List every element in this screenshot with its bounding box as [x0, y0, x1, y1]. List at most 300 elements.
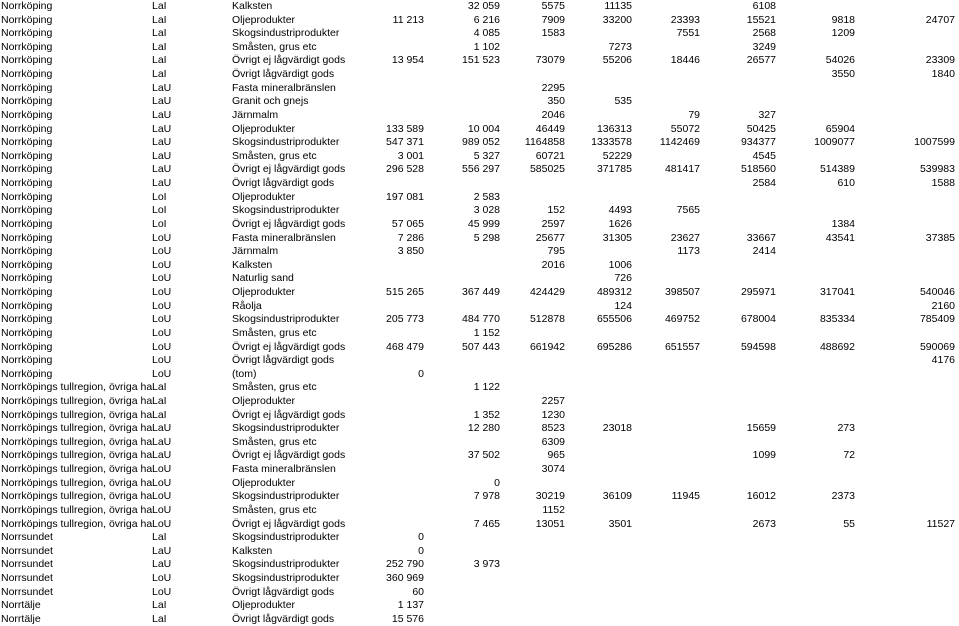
- value-cell: 2673: [752, 517, 776, 530]
- region-cell: Norrsundet: [1, 531, 53, 544]
- value-cell: [855, 449, 955, 463]
- value-cell: [430, 68, 500, 82]
- traffic-type-cell: LaU: [152, 449, 172, 462]
- table-row: [0, 163, 959, 177]
- value-cell: 25677: [535, 231, 565, 244]
- traffic-type-cell: LaU: [152, 422, 172, 435]
- region-cell: Norrköping: [1, 81, 53, 94]
- value-cell: [855, 27, 955, 41]
- value-cell: [632, 531, 700, 545]
- value-cell: [632, 599, 700, 613]
- traffic-type-cell: LoI: [152, 190, 167, 203]
- traffic-type-cell: LoU: [152, 463, 172, 476]
- value-cell: [632, 150, 700, 164]
- value-cell: [632, 272, 700, 286]
- value-cell: 5 327: [473, 149, 500, 162]
- value-cell: 2257: [541, 394, 565, 407]
- value-cell: 46449: [535, 122, 565, 135]
- value-cell: 934377: [740, 136, 776, 149]
- table-row: [0, 259, 959, 273]
- value-cell: [700, 272, 776, 286]
- value-cell: 1007599: [914, 136, 955, 149]
- value-cell: 371785: [596, 163, 632, 176]
- table-row: [0, 395, 959, 409]
- traffic-type-cell: LaI: [152, 40, 167, 53]
- value-cell: [632, 327, 700, 341]
- region-cell: Norrköpings tullregion, övriga ha: [1, 517, 153, 530]
- value-cell: [632, 0, 700, 14]
- value-cell: 5 298: [473, 231, 500, 244]
- value-cell: 36109: [602, 490, 632, 503]
- traffic-type-cell: LoU: [152, 313, 172, 326]
- value-cell: [565, 572, 632, 586]
- region-cell: Norrköping: [1, 231, 53, 244]
- value-cell: [500, 354, 565, 368]
- value-cell: [700, 381, 776, 395]
- value-cell: 79: [688, 108, 700, 121]
- region-cell: Norrköpings tullregion, övriga ha: [1, 463, 153, 476]
- value-cell: [700, 545, 776, 559]
- value-cell: 367 449: [462, 286, 500, 299]
- region-cell: Norrtälje: [1, 612, 41, 625]
- value-cell: [700, 259, 776, 273]
- value-cell: 13051: [535, 517, 565, 530]
- value-cell: 7 286: [397, 231, 424, 244]
- value-cell: 31305: [602, 231, 632, 244]
- table-row: [0, 232, 959, 246]
- value-cell: [700, 191, 776, 205]
- table-row: [0, 586, 959, 600]
- value-cell: 7 465: [473, 517, 500, 530]
- value-cell: 18446: [670, 54, 700, 67]
- traffic-type-cell: LaU: [152, 136, 172, 149]
- product-cell: Skogsindustriprodukter: [232, 490, 340, 503]
- value-cell: [565, 477, 632, 491]
- table-row: [0, 518, 959, 532]
- value-cell: [360, 95, 424, 109]
- value-cell: [360, 409, 424, 423]
- value-cell: [360, 0, 424, 14]
- table-row: [0, 191, 959, 205]
- value-cell: [776, 463, 855, 477]
- value-cell: 133 589: [386, 122, 424, 135]
- value-cell: 15 576: [391, 612, 424, 625]
- value-cell: 1152: [542, 503, 565, 516]
- region-cell: Norrköping: [1, 177, 53, 190]
- value-cell: [700, 599, 776, 613]
- traffic-type-cell: LoU: [152, 340, 172, 353]
- value-cell: [360, 477, 424, 491]
- value-cell: 54026: [825, 54, 855, 67]
- value-cell: [855, 409, 955, 423]
- value-cell: 1384: [831, 217, 855, 230]
- value-cell: [500, 368, 565, 382]
- value-cell: 4176: [931, 354, 955, 367]
- value-cell: 317041: [819, 286, 855, 299]
- value-cell: [700, 82, 776, 96]
- traffic-type-cell: LaI: [152, 394, 167, 407]
- value-cell: 23018: [602, 422, 632, 435]
- value-cell: 136313: [596, 122, 632, 135]
- value-cell: [700, 395, 776, 409]
- value-cell: 2016: [541, 258, 565, 271]
- value-cell: [360, 463, 424, 477]
- region-cell: Norrköping: [1, 163, 53, 176]
- value-cell: [855, 504, 955, 518]
- value-cell: [700, 409, 776, 423]
- table-row: [0, 381, 959, 395]
- value-cell: [632, 191, 700, 205]
- value-cell: [776, 300, 855, 314]
- value-cell: [632, 518, 700, 532]
- value-cell: [430, 300, 500, 314]
- traffic-type-cell: LaU: [152, 122, 172, 135]
- product-cell: Övrigt ej lågvärdigt gods: [232, 217, 346, 230]
- value-cell: [855, 463, 955, 477]
- value-cell: [430, 109, 500, 123]
- value-cell: [855, 477, 955, 491]
- table-row: [0, 422, 959, 436]
- value-cell: 11135: [604, 0, 632, 12]
- value-cell: [500, 531, 565, 545]
- value-cell: [360, 504, 424, 518]
- value-cell: [776, 368, 855, 382]
- value-cell: [360, 422, 424, 436]
- product-cell: Kalksten: [232, 544, 273, 557]
- region-cell: Norrköpings tullregion, övriga ha: [1, 394, 153, 407]
- value-cell: 3249: [752, 40, 776, 53]
- value-cell: 4545: [752, 149, 776, 162]
- value-cell: [360, 518, 424, 532]
- value-cell: [776, 272, 855, 286]
- value-cell: [632, 68, 700, 82]
- product-cell: Skogsindustriprodukter: [232, 136, 340, 149]
- value-cell: 11 213: [392, 13, 424, 26]
- value-cell: [632, 381, 700, 395]
- product-cell: Råolja: [232, 299, 262, 312]
- value-cell: [632, 395, 700, 409]
- value-cell: [776, 109, 855, 123]
- value-cell: [700, 218, 776, 232]
- value-cell: 7551: [676, 27, 700, 40]
- value-cell: [632, 177, 700, 191]
- product-cell: Övrigt ej lågvärdigt gods: [232, 449, 346, 462]
- value-cell: 481417: [664, 163, 700, 176]
- value-cell: [632, 368, 700, 382]
- traffic-type-cell: LoI: [152, 217, 167, 230]
- value-cell: [700, 586, 776, 600]
- value-cell: 6 216: [473, 13, 500, 26]
- value-cell: 43541: [825, 231, 855, 244]
- value-cell: 610: [837, 177, 855, 190]
- table-row: [0, 54, 959, 68]
- value-cell: [632, 572, 700, 586]
- value-cell: 1840: [931, 68, 955, 81]
- value-cell: [430, 245, 500, 259]
- table-row: [0, 463, 959, 477]
- table-row: [0, 14, 959, 28]
- value-cell: [632, 300, 700, 314]
- value-cell: 24707: [925, 13, 955, 26]
- value-cell: [855, 150, 955, 164]
- value-cell: [360, 204, 424, 218]
- value-cell: 252 790: [386, 558, 424, 571]
- value-cell: [565, 545, 632, 559]
- traffic-type-cell: LaU: [152, 558, 172, 571]
- value-cell: 60721: [535, 149, 565, 162]
- table-row: [0, 27, 959, 41]
- value-cell: [632, 586, 700, 600]
- value-cell: [430, 272, 500, 286]
- value-cell: [500, 599, 565, 613]
- value-cell: [565, 463, 632, 477]
- value-cell: [430, 463, 500, 477]
- value-cell: [776, 204, 855, 218]
- table-row: [0, 504, 959, 518]
- region-cell: Norrköpings tullregion, övriga ha: [1, 422, 153, 435]
- value-cell: 205 773: [386, 313, 424, 326]
- value-cell: [855, 586, 955, 600]
- value-cell: 6309: [541, 435, 565, 448]
- value-cell: 72: [843, 449, 855, 462]
- value-cell: [430, 368, 500, 382]
- value-cell: [632, 41, 700, 55]
- value-cell: 556 297: [462, 163, 500, 176]
- table-row: [0, 109, 959, 123]
- table-row: [0, 123, 959, 137]
- region-cell: Norrköping: [1, 299, 53, 312]
- product-cell: Oljeprodukter: [232, 13, 296, 26]
- value-cell: [565, 82, 632, 96]
- value-cell: [430, 177, 500, 191]
- product-cell: Skogsindustriprodukter: [232, 422, 340, 435]
- value-cell: [700, 572, 776, 586]
- table-row: [0, 136, 959, 150]
- traffic-type-cell: LaI: [152, 54, 167, 67]
- product-cell: Övrigt lågvärdigt gods: [232, 177, 335, 190]
- product-cell: Oljeprodukter: [232, 599, 296, 612]
- traffic-type-cell: LaI: [152, 68, 167, 81]
- value-cell: [700, 204, 776, 218]
- value-cell: [776, 477, 855, 491]
- value-cell: 507 443: [462, 340, 500, 353]
- region-cell: Norrköpings tullregion, övriga ha: [1, 381, 153, 394]
- traffic-type-cell: LoU: [152, 272, 172, 285]
- value-cell: [360, 68, 424, 82]
- value-cell: 7273: [608, 40, 632, 53]
- value-cell: 1333578: [591, 136, 632, 149]
- value-cell: [632, 95, 700, 109]
- value-cell: [565, 531, 632, 545]
- value-cell: 489312: [596, 286, 632, 299]
- value-cell: [500, 586, 565, 600]
- value-cell: [360, 27, 424, 41]
- value-cell: [855, 191, 955, 205]
- value-cell: [776, 0, 855, 14]
- value-cell: 52229: [602, 149, 632, 162]
- value-cell: 7565: [676, 204, 700, 217]
- product-cell: Övrigt ej lågvärdigt gods: [232, 408, 346, 421]
- value-cell: [632, 409, 700, 423]
- value-cell: [360, 381, 424, 395]
- value-cell: [776, 150, 855, 164]
- value-cell: 469752: [664, 313, 700, 326]
- value-cell: [565, 599, 632, 613]
- value-cell: 2160: [931, 299, 955, 312]
- value-cell: [360, 300, 424, 314]
- value-cell: [776, 327, 855, 341]
- value-cell: [632, 613, 700, 626]
- product-cell: Småsten, grus etc: [232, 326, 317, 339]
- value-cell: 2568: [752, 27, 776, 40]
- region-cell: Norrköpings tullregion, övriga ha: [1, 476, 153, 489]
- value-cell: 1 122: [473, 381, 500, 394]
- traffic-type-cell: LoU: [152, 503, 172, 516]
- value-cell: [700, 463, 776, 477]
- traffic-type-cell: LoU: [152, 490, 172, 503]
- table-row: [0, 368, 959, 382]
- value-cell: 55: [843, 517, 855, 530]
- value-cell: [855, 422, 955, 436]
- traffic-type-cell: LoU: [152, 517, 172, 530]
- region-cell: Norrköping: [1, 245, 53, 258]
- value-cell: 11945: [671, 490, 700, 503]
- traffic-type-cell: LoI: [152, 204, 167, 217]
- value-cell: [776, 82, 855, 96]
- value-cell: 0: [418, 544, 424, 557]
- value-cell: [700, 68, 776, 82]
- traffic-type-cell: LaI: [152, 531, 167, 544]
- value-cell: [855, 490, 955, 504]
- value-cell: 1583: [541, 27, 565, 40]
- value-cell: 16012: [746, 490, 776, 503]
- value-cell: [855, 204, 955, 218]
- product-cell: Kalksten: [232, 0, 273, 12]
- value-cell: 124: [614, 299, 632, 312]
- value-cell: 547 371: [386, 136, 424, 149]
- value-cell: [360, 436, 424, 450]
- value-cell: [776, 558, 855, 572]
- value-cell: 327: [758, 108, 776, 121]
- value-cell: 9818: [831, 13, 855, 26]
- value-cell: [855, 558, 955, 572]
- value-cell: [430, 82, 500, 96]
- value-cell: 2295: [541, 81, 565, 94]
- value-cell: [565, 327, 632, 341]
- region-cell: Norrköping: [1, 54, 53, 67]
- value-cell: 488692: [819, 340, 855, 353]
- traffic-type-cell: LaU: [152, 435, 172, 448]
- value-cell: [565, 558, 632, 572]
- value-cell: [565, 27, 632, 41]
- table-row: [0, 572, 959, 586]
- value-cell: 0: [494, 476, 500, 489]
- value-cell: 45 999: [467, 217, 500, 230]
- value-cell: [565, 504, 632, 518]
- value-cell: [776, 613, 855, 626]
- value-cell: 32 059: [467, 0, 500, 12]
- table-row: [0, 0, 959, 14]
- region-cell: Norrköping: [1, 122, 53, 135]
- table-row: [0, 409, 959, 423]
- product-cell: Oljeprodukter: [232, 476, 296, 489]
- value-cell: [632, 354, 700, 368]
- value-cell: 3501: [608, 517, 632, 530]
- value-cell: 55206: [602, 54, 632, 67]
- traffic-type-cell: LaU: [152, 149, 172, 162]
- value-cell: 73079: [535, 54, 565, 67]
- product-cell: Fasta mineralbränslen: [232, 231, 336, 244]
- region-cell: Norrköping: [1, 95, 53, 108]
- value-cell: 1 152: [473, 326, 500, 339]
- value-cell: [700, 477, 776, 491]
- value-cell: 26577: [746, 54, 776, 67]
- value-cell: 296 528: [386, 163, 424, 176]
- value-cell: 4493: [608, 204, 632, 217]
- value-cell: 2414: [752, 245, 776, 258]
- product-cell: Skogsindustriprodukter: [232, 572, 340, 585]
- region-cell: Norrtälje: [1, 599, 41, 612]
- value-cell: [700, 354, 776, 368]
- value-cell: [855, 82, 955, 96]
- value-cell: [776, 381, 855, 395]
- value-cell: [700, 436, 776, 450]
- value-cell: [700, 558, 776, 572]
- region-cell: Norrsundet: [1, 585, 53, 598]
- value-cell: [360, 395, 424, 409]
- value-cell: [430, 613, 500, 626]
- value-cell: 468 479: [386, 340, 424, 353]
- value-cell: [430, 436, 500, 450]
- product-cell: Småsten, grus etc: [232, 381, 317, 394]
- region-cell: Norrköpings tullregion, övriga ha: [1, 490, 153, 503]
- value-cell: [360, 109, 424, 123]
- value-cell: [632, 218, 700, 232]
- value-cell: 518560: [740, 163, 776, 176]
- value-cell: [632, 477, 700, 491]
- value-cell: [700, 504, 776, 518]
- region-cell: Norrköping: [1, 354, 53, 367]
- value-cell: 2046: [541, 108, 565, 121]
- value-cell: 835334: [819, 313, 855, 326]
- value-cell: 3 028: [473, 204, 500, 217]
- value-cell: [565, 191, 632, 205]
- value-cell: [855, 545, 955, 559]
- value-cell: 512878: [529, 313, 565, 326]
- value-cell: [500, 300, 565, 314]
- value-cell: [500, 477, 565, 491]
- value-cell: [700, 327, 776, 341]
- value-cell: 350: [547, 95, 565, 108]
- table-row: [0, 613, 959, 626]
- value-cell: 295971: [740, 286, 776, 299]
- product-cell: Skogsindustriprodukter: [232, 204, 340, 217]
- value-cell: 30219: [535, 490, 565, 503]
- product-cell: Småsten, grus etc: [232, 503, 317, 516]
- table-row: [0, 599, 959, 613]
- product-cell: Skogsindustriprodukter: [232, 531, 340, 544]
- value-cell: [565, 436, 632, 450]
- value-cell: 7909: [541, 13, 565, 26]
- value-cell: [565, 68, 632, 82]
- value-cell: [565, 613, 632, 626]
- value-cell: 4 085: [473, 27, 500, 40]
- value-cell: 37385: [925, 231, 955, 244]
- value-cell: [430, 572, 500, 586]
- value-cell: [430, 259, 500, 273]
- value-cell: 197 081: [386, 190, 424, 203]
- value-cell: [776, 436, 855, 450]
